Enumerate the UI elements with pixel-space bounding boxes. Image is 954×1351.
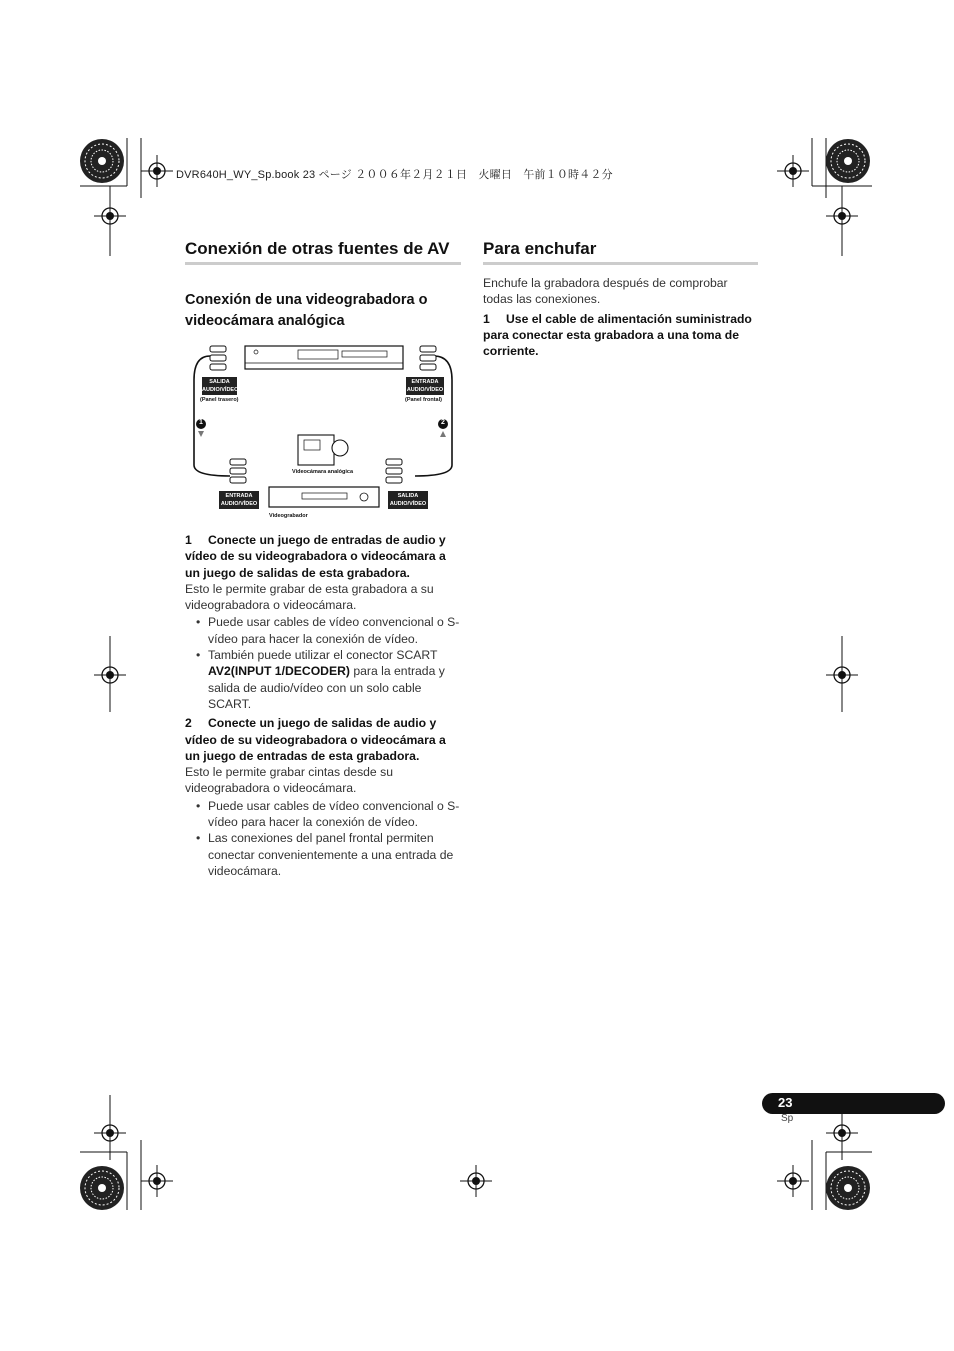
right-content (483, 275, 758, 359)
step-2-bullet: • Puede usar cables de vídeo convencional o S-vídeo para hacer la conexión de vídeo. (185, 798, 461, 831)
page-number: 23 (778, 1095, 793, 1110)
section-rule (483, 262, 758, 265)
diagram-out-label: SALIDA AUDIO/VÍDEO (202, 379, 239, 393)
diagram-camcorder-label: Videocámara analógica (292, 469, 354, 475)
diagram-vcr-out-label: SALIDA AUDIO/VÍDEO (389, 493, 427, 507)
step-1-bullet: • Puede usar cables de vídeo convencional o S-vídeo para hacer la conexión de vídeo. (185, 614, 461, 647)
diagram-marker-1: 1 (199, 419, 203, 426)
diagram-rear-panel: (Panel trasero) (200, 397, 239, 403)
section-title-av: Conexión de otras fuentes de AV (185, 239, 450, 258)
step-2-bullet: • Las conexiones del panel frontal permiten conectar convenientemente a una entrada de videocámara. (185, 830, 461, 879)
subsection-title: Conexión de una videograbadora o videocámara analógica (185, 292, 428, 329)
diagram-in-label: ENTRADA AUDIO/VÍDEO (406, 379, 444, 393)
diagram-vcr-in-label: ENTRADA AUDIO/VÍDEO (220, 493, 258, 507)
page-language: Sp (781, 1113, 794, 1124)
step-2-desc: Esto le permite grabar cintas desde su videograbadora o videocámara. (185, 765, 393, 796)
step-1-heading: 1 Conecte un juego de entradas de audio y vídeo de su videograbadora o videocámara a un juego de salidas de esta grabadora. (185, 533, 446, 580)
print-header: DVR640H_WY_Sp.book 23 ページ ２００６年２月２１日 火曜日 午前１０時４２分 (176, 169, 613, 181)
step-2-heading: 2 Conecte un juego de salidas de audio y vídeo de su videograbadora o videocámara a un juego de entradas de esta grabadora. (185, 716, 446, 763)
left-steps (185, 532, 461, 882)
step-1-bullet: • También puede utilizar el conector SCART AV2(INPUT 1/DECODER) para la entrada y salida de audio/vídeo con un solo cable SCART. (185, 647, 461, 712)
plug-step-1: 1 Use el cable de alimentación suministrado para conectar esta grabadora a una toma de corriente. (483, 311, 752, 359)
section-title-plug: Para enchufar (483, 239, 597, 258)
diagram-marker-2: 2 (441, 419, 445, 426)
step-1-desc: Esto le permite grabar de esta grabadora a su videograbadora o videocámara. (185, 581, 434, 613)
section-rule (185, 262, 461, 265)
diagram-front-panel: (Panel frontal) (405, 397, 442, 403)
plug-intro: Enchufe la grabadora después de comprobar todas las conexiones. (483, 276, 728, 307)
diagram-vcr-label: Videograbador (269, 513, 308, 519)
